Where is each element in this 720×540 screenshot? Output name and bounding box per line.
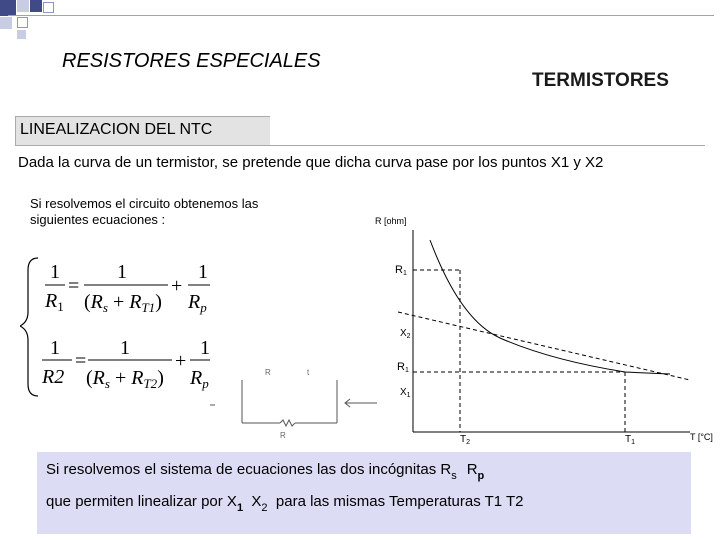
eq2-den2: $(R_s + R_{T2})$: [86, 367, 164, 391]
graph-x-label: T [°C]: [690, 432, 713, 442]
eq2-den3: $R_p$: [190, 367, 209, 391]
circuit-label-bottom: R: [280, 431, 286, 440]
eq2-plus: +: [175, 350, 187, 372]
corner-square-dark: [30, 0, 42, 12]
graph-t1-label: $T_1$: [625, 434, 636, 446]
corner-square-outline: [43, 2, 54, 13]
eq1-den2: $(R_s + R_{T1})$: [84, 291, 162, 315]
eq2-num2: 1: [120, 337, 130, 359]
summary-line-1: Si resolvemos el sistema de ecuaciones las dos incógnitas $R_s$ $R_p$: [46, 461, 485, 482]
circuit-label-rt: R: [265, 368, 271, 377]
eq2-num3: 1: [200, 337, 210, 359]
eq1-numerator: 1: [50, 261, 60, 283]
equations-intro-text: Si resolvemos el circuito obtenemos las siguientes ecuaciones :: [30, 196, 259, 227]
corner-square-outline: [17, 17, 28, 28]
circuit-diagram: [205, 355, 385, 445]
graph-y-label: R [ohm]: [375, 216, 407, 226]
eq2-equals: =: [75, 350, 87, 372]
thermistor-graph: [370, 210, 715, 450]
slide-title: RESISTORES ESPECIALES: [62, 50, 321, 72]
eq1-plus: +: [171, 275, 183, 297]
graph-x1-label: $X_1$: [400, 387, 411, 399]
eq2-denominator: R2: [42, 366, 65, 388]
intro-text: Dada la curva de un termistor, se pretende que dicha curva pase por los puntos X1 y X2: [18, 154, 604, 171]
slide-subtitle: TERMISTORES: [532, 70, 669, 91]
summary-line-2: que permiten linealizar por $X_1$ $X_2$ para las mismas Temperaturas T1 T2: [46, 493, 524, 514]
section-rule: [15, 145, 705, 146]
graph-t2-label: $T_2$: [460, 434, 471, 446]
section-header-label: LINEALIZACION DEL NTC: [20, 121, 213, 138]
top-rule: [8, 15, 714, 16]
corner-square-light: [0, 17, 12, 29]
corner-square-light: [17, 0, 29, 12]
eq1-equals: =: [68, 275, 80, 297]
eq2-numerator: 1: [50, 337, 60, 359]
linearized-line: [398, 312, 690, 380]
eq1-num2: 1: [117, 261, 127, 283]
graph-rmid-label: R1: [397, 361, 409, 374]
eq1-num3: 1: [198, 261, 208, 283]
graph-r1-label: R1: [395, 264, 407, 277]
circuit-label-t: t: [307, 368, 310, 377]
eq1-den3: $R_p$: [188, 291, 207, 315]
ntc-curve: [430, 240, 670, 374]
corner-square-light: [17, 30, 26, 39]
eq1-denominator: $R_1$: [45, 290, 64, 314]
equations-block: [20, 250, 210, 405]
corner-square-dark: [0, 0, 16, 16]
brace-shape: [20, 258, 38, 396]
graph-x2-label: $X_2$: [400, 328, 411, 340]
